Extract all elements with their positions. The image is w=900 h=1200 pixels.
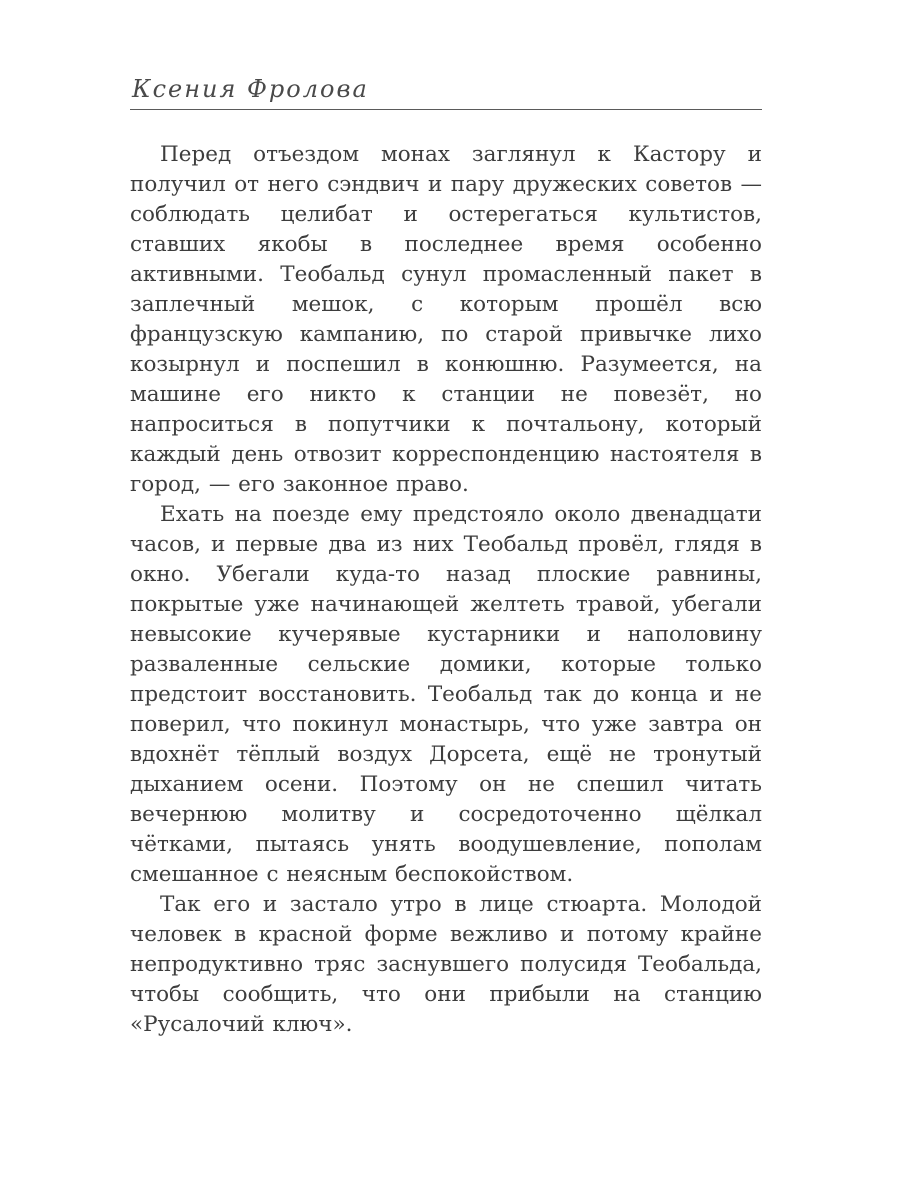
text-block (130, 75, 762, 1040)
paragraph-1: Перед отъездом монах заглянул к Кастору и получил от него сэндвич и пару дружеских советов — соблюдать целибат и остерегаться культистов, ставших якобы в последнее время особенно активными. Теобальд сунул промасленный пакет в заплечный мешок, с которым прошёл всю французскую кампанию, по старой привычке лихо козырнул и поспешил в конюшню. Разумеется, на машине его никто к станции не повезёт, но напроситься в попутчики к почтальону, который каждый день отвозит корреспонденцию настоятеля в город, — его законное право. (130, 142, 762, 497)
page-header (130, 75, 762, 110)
header-divider (130, 109, 762, 110)
paragraph-3: Так его и застало утро в лице стюарта. Молодой человек в красной форме вежливо и потому крайне непродуктивно тряс заснувшего полусидя Теобальда, чтобы сообщить, что они прибыли на станцию «Русалочий ключ». (130, 892, 762, 1037)
paragraph-2: Ехать на поезде ему предстояло около двенадцати часов, и первые два из них Теобальд провёл, глядя в окно. Убегали куда-то назад плоские равнины, покрытые уже начинающей желтеть травой, убегали невысокие кучерявые кустарники и наполовину разваленные сельские домики, которые только предстоит восстановить. Теобальд так до конца и не поверил, что покинул монастырь, что уже завтра он вдохнёт тёплый воздух Дорсета, ещё не тронутый дыханием осени. Поэтому он не спешил читать вечернюю молитву и сосредоточенно щёлкал чётками, пытаясь унять воодушевление, пополам смешанное с неясным беспокойством. (130, 502, 762, 887)
running-head-author: Ксения Фролова (132, 75, 369, 103)
body-text (130, 140, 762, 1040)
